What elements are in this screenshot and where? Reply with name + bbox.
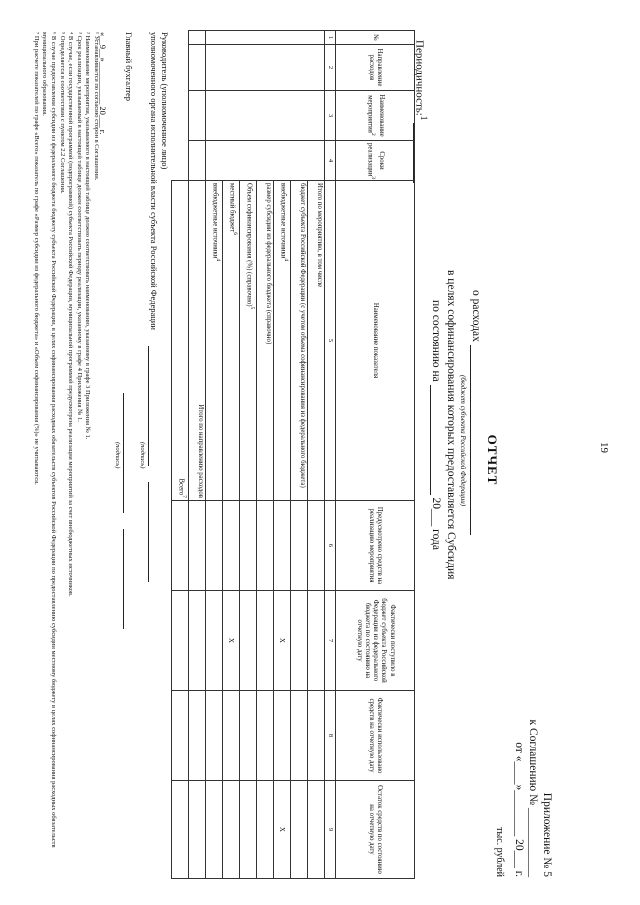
footnote: ² Наименование мероприятия, указываемого в настоящей таблице должно соответствовать наименованию, указанному в графе 3 Приложения № 1.	[84, 32, 92, 440]
header-cell: Сроки реализации$^3$	[336, 141, 415, 181]
footnote: ⁴ В случае, если государственной программой (подпрограммой) субъекта Российской Федерации, муниципальной программой предусмотрена реализация мероприятий за счет внебюджетных источников.	[67, 32, 75, 597]
indicator-name: внебюджетные источники$^4$	[274, 181, 291, 501]
header-cell: Остаток средств по состоянию на отчетную дату	[336, 781, 415, 879]
footnote: ⁶ В случае предоставления субсидии из федерального бюджета бюджету субъекта Российской Федерации, в целях софинансирования расходных обязательств субъектов Российской Федерации по предоставлению субсидии местному бюджету в целях софинансирования расходных обязательств муниципального образования.	[41, 32, 58, 848]
signature-block	[97, 32, 170, 629]
footnote: ¹ Устанавливается по согласию сторон в Соглашении.	[93, 32, 100, 181]
header-cell: Наименование показателя	[336, 181, 415, 501]
annex-date: от «____»________ 20___ г.	[513, 742, 525, 877]
indicator-name: внебюджетные источники$^4$	[206, 181, 223, 501]
table-header-row	[336, 31, 415, 879]
annex-header	[512, 720, 554, 877]
periodicity: Периодичность:$^1$	[413, 40, 429, 183]
indicator-name: местный бюджет$^6$	[223, 181, 240, 501]
report-table	[171, 30, 415, 879]
report-date-blank	[430, 385, 441, 495]
header-cell: Направление расходов	[336, 45, 415, 91]
subtitle-line2: в целях софинансирования которых предоставляется Субсидия	[445, 270, 457, 580]
header-cell: Наименование мероприятия$^2$	[336, 91, 415, 141]
column-number-row: 1 2 3 4 5 6 7 8 9	[325, 31, 336, 879]
footnote: ⁵ Определяется в соответствии с пунктом 2.2 Соглашения.	[58, 32, 66, 194]
head-name-line	[148, 482, 158, 582]
table-row: местный бюджет$^6$ X	[223, 31, 240, 879]
accountant-sign-caption: (подпись)	[114, 442, 121, 469]
accountant-name-line	[123, 529, 133, 629]
header-cell: №	[336, 31, 415, 45]
total-direction-row	[189, 31, 206, 879]
indicator-name: Итого по мероприятию, в том числе	[308, 181, 325, 501]
table-row	[308, 31, 325, 879]
table-row: внебюджетные источники$^4$ X X	[274, 31, 291, 879]
head-title: Руководитель (уполномоченное лицо)	[160, 32, 170, 170]
accountant-signature-line	[123, 393, 133, 513]
header-cell: Фактически поступило в бюджет субъекта Российской Федерации из федерального бюджета по состоянию на отчетную дату	[336, 591, 415, 691]
header-cell: Предусмотрено средств на реализацию мероприятия	[336, 501, 415, 591]
subtitle-line3: по состоянию на 20___ года	[430, 300, 442, 550]
total-all-row	[172, 31, 189, 879]
indicator-name: Объем софинансирования (%) (справочно)$^5$	[240, 181, 257, 501]
head-signature-line	[148, 346, 158, 466]
unit-label: тыс. рублей	[494, 827, 505, 877]
total-direction-label: Итого по направлению расходов	[189, 181, 206, 501]
page-number: 19	[598, 442, 610, 453]
header-cell: Фактически использовано средств на отчетную дату	[336, 691, 415, 781]
subtitle-line1: о расходах	[470, 290, 482, 535]
budget-hint: (бюджет субъекта Российской Федерации)	[459, 375, 467, 507]
accountant-row: Главный бухгалтер	[123, 32, 134, 629]
head-sign-caption: (подпись)	[139, 442, 146, 469]
indicator-name: бюджет субъекта Российской Федерации (с учетом объема софинансирования из федерального бюджета)	[291, 181, 308, 501]
annex-agreement-ref: к Соглашению № ____________	[527, 719, 539, 877]
indicator-name: размер субсидии из федерального бюджета (справочно)	[257, 181, 274, 501]
annex-title: Приложение № 5	[541, 792, 553, 877]
budget-name-blank	[470, 345, 481, 535]
head-org: уполномоченного органа исполнительной власти субъекта Российской Федерации	[148, 32, 159, 629]
footnote: ⁷ При расчете показателей по графе «Всего» показатель по графе «Размер субсидии из федерального бюджета» и «Объем софинансирования (%)» не учитываются.	[32, 32, 40, 485]
footnote: ³ Срок реализации, указываемый в настоящей таблице должен соответствовать периоду реализации, указанному в графе 4 Приложения № 1.	[75, 32, 83, 422]
footnotes	[31, 32, 100, 872]
report-title: ОТЧЕТ	[485, 434, 500, 486]
total-all-label: Всего$^7$	[172, 181, 189, 501]
signature-date: «__9__»__________ 20___ г.	[98, 32, 108, 135]
